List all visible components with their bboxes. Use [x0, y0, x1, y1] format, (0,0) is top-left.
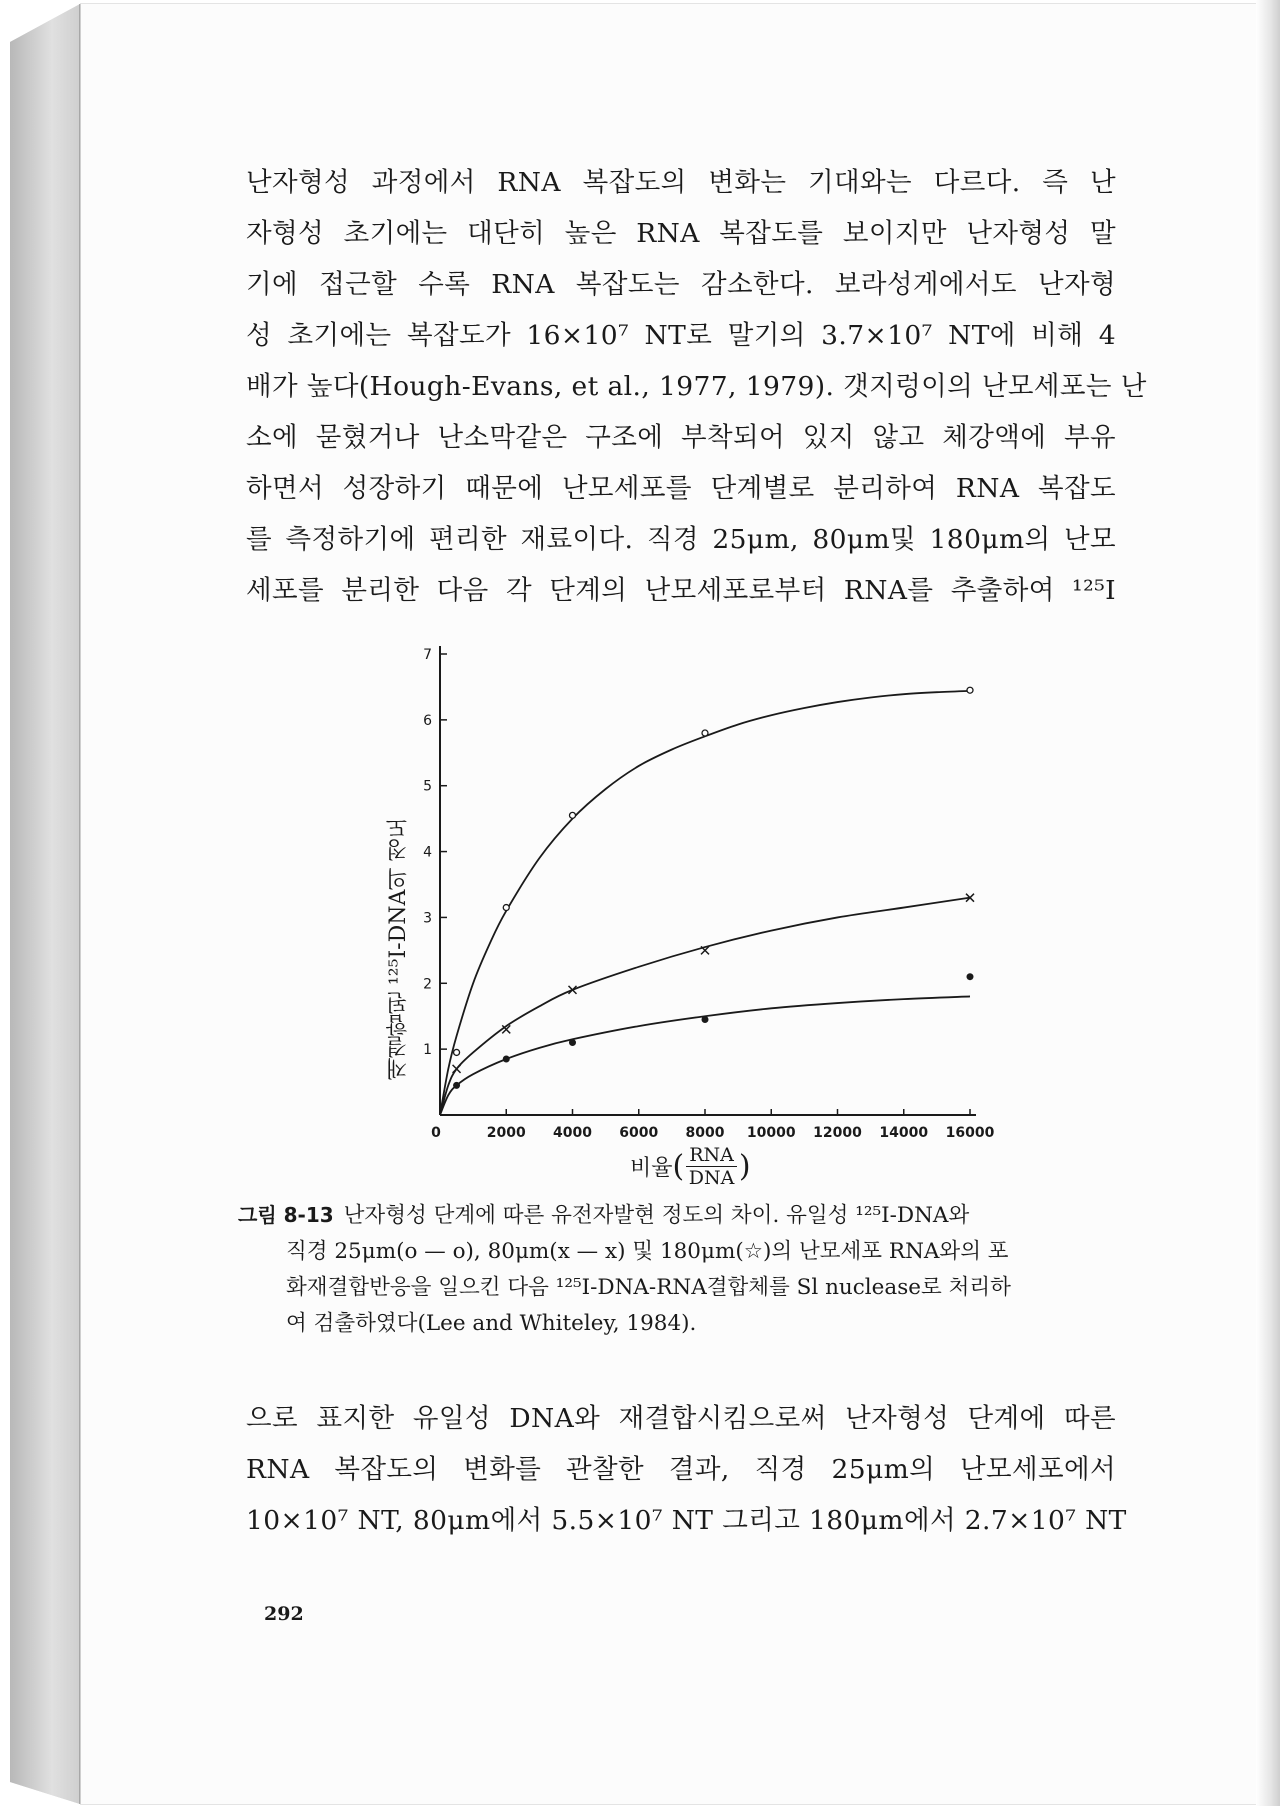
x-tick-label: 2000 [486, 1125, 526, 1140]
text-line: 기에 접근할 수록 RNA 복잡도는 감소한다. 보라성게에서도 난자형 [246, 269, 1116, 300]
figure-label: 그림 8-13 [238, 1203, 334, 1227]
y-tick-label: 1 [423, 1042, 432, 1059]
data-point-dot [569, 1039, 576, 1046]
y-tick-label: 4 [423, 844, 432, 861]
x-tick-label: 4000 [553, 1125, 592, 1140]
data-point-circle [702, 730, 708, 736]
data-point-dot [503, 1056, 510, 1063]
y-tick-label: 6 [423, 712, 432, 729]
caption-line: 직경 25μm(o — o), 80μm(x — x) 및 180μm(☆)의 난모세포 RNA와의 포 [286, 1239, 1009, 1264]
bottom-paragraph [246, 1393, 1127, 1546]
x-tick-label: 10000 [746, 1125, 796, 1140]
figure-caption [238, 1197, 1118, 1342]
text-line: 10×10⁷ NT, 80μm에서 5.5×10⁷ NT 그리고 180μm에서 2.7×10⁷ NT [246, 1505, 1127, 1536]
data-point-circle [570, 812, 576, 818]
series-curve [440, 996, 970, 1115]
data-point-dot [967, 973, 974, 980]
data-point-cross [569, 986, 577, 994]
data-point-dot [702, 1016, 709, 1023]
x-label-numerator: RNA [686, 1144, 737, 1167]
data-point-cross [453, 1065, 461, 1073]
top-paragraph [246, 157, 1147, 616]
text-line: RNA 복잡도의 변화를 관찰한 결과, 직경 25μm의 난모세포에서 [246, 1454, 1116, 1485]
page-edge-shadow [1256, 0, 1280, 1806]
data-point-dot [453, 1082, 460, 1089]
text-line: 성 초기에는 복잡도가 16×10⁷ NT로 말기의 3.7×10⁷ NT에 비해 4 [246, 320, 1116, 351]
text-line: 난자형성 과정에서 RNA 복잡도의 변화는 기대와는 다르다. 즉 난 [246, 167, 1116, 198]
text-line: 하면서 성장하기 때문에 난모세포를 단계별로 분리하여 RNA 복잡도 [246, 473, 1116, 504]
data-point-circle [967, 687, 973, 693]
y-tick-label: 2 [423, 976, 432, 993]
chart-x-axis-label: 비율 ( $\frac{\text{RNA}}{\text{DNA}}$ ) [630, 1143, 751, 1189]
y-tick-label: 7 [423, 647, 432, 663]
x-tick-label: 6000 [619, 1125, 659, 1140]
series-curve [440, 691, 970, 1115]
x-tick-label: 0 [431, 1125, 441, 1140]
x-tick-label: 16000 [945, 1125, 995, 1140]
x-tick-label: 12000 [813, 1125, 862, 1140]
x-label-fraction [686, 1144, 737, 1189]
series-curve [440, 898, 970, 1115]
text-line: 자형성 초기에는 대단히 높은 RNA 복잡도를 보이지만 난자형성 말 [246, 218, 1116, 249]
caption-line: 화재결합반응을 일으킨 다음 ¹²⁵I-DNA-RNA결합체를 Sl nuclease로 처리하 [286, 1275, 1011, 1300]
caption-line: 여 검출하였다(Lee and Whiteley, 1984). [286, 1311, 697, 1336]
x-label-prefix: 비율 [630, 1155, 673, 1181]
x-tick-label: 8000 [685, 1125, 725, 1140]
text-line: 배가 높다(Hough-Evans, et al., 1977, 1979). 갯지렁이의 난모세포는 난 [246, 371, 1147, 402]
data-point-circle [454, 1049, 460, 1055]
y-tick-label: 5 [423, 778, 432, 795]
data-point-circle [503, 905, 509, 911]
x-tick-label: 14000 [879, 1125, 929, 1140]
page-number: 292 [264, 1603, 304, 1625]
chart-y-axis-label: 재결합된 ¹²⁵I-DNA의 정도 [386, 816, 411, 1080]
y-tick-label: 3 [423, 910, 432, 927]
caption-line: 난자형성 단계에 따른 유전자발현 정도의 차이. 유일성 ¹²⁵I-DNA와 [343, 1203, 970, 1228]
text-line: 소에 묻혔거나 난소막같은 구조에 부착되어 있지 않고 체강액에 부유 [246, 422, 1116, 453]
text-line: 를 측정하기에 편리한 재료이다. 직경 25μm, 80μm및 180μm의 난모 [246, 524, 1116, 555]
text-line: 으로 표지한 유일성 DNA와 재결합시킴으로써 난자형성 단계에 따른 [246, 1403, 1116, 1434]
x-label-denominator: DNA [688, 1166, 735, 1189]
text-line: 세포를 분리한 다음 각 단계의 난모세포로부터 RNA를 추출하여 ¹²⁵I [246, 575, 1116, 606]
hybridization-chart [380, 640, 1020, 1140]
